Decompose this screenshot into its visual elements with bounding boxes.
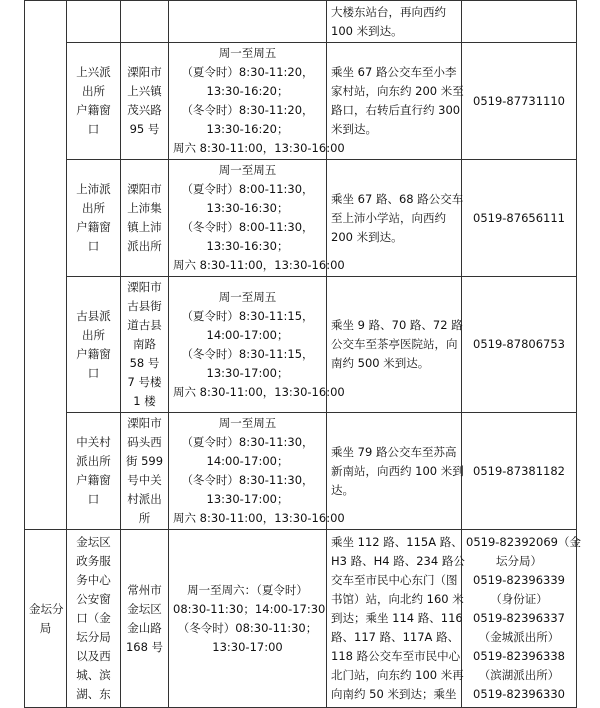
table-row — [25, 277, 577, 413]
table-row — [25, 1, 577, 43]
branch-cell: 金坛分 局 — [25, 530, 67, 708]
phone-cell: 0519-82392069（金 坛分局） 0519-82396339 （身份证） 0519-82396337 （金城派出所） 0519-82396338 （滨湖派出所） 0519-82396330 — [462, 530, 577, 708]
hours-cell: 周一至周五 （夏令时）8:30-11:20， 13:30-16:20； （冬令时）8:30-11:20， 13:30-16:20； 周六 8:30-11:00，13:30-16:00 — [169, 43, 327, 160]
address-cell: 溧阳市 上兴镇 茂兴路 95 号 — [121, 43, 169, 160]
address-cell: 溧阳市 码头西 街 599 号中关 村派出 所 — [121, 413, 169, 530]
service-window-table — [24, 0, 581, 708]
route-cell: 乘坐 67 路公交车至小李 家村站，向东约 200 米至 路口，右转后直行约 300 米到达。 — [327, 43, 462, 160]
route-cell: 乘坐 79 路公交车至苏高 新南站，向西约 100 米到 达。 — [327, 413, 462, 530]
phone-cell: 0519-87656111 — [462, 160, 577, 277]
hours-cell: 周一至周五 （夏令时）8:30-11:15， 14:00-17:00； （冬令时）8:30-11:15， 13:30-17:00； 周六 8:30-11:00，13:30-16:00 — [169, 277, 327, 413]
phone-cell: 0519-87806753 — [462, 277, 577, 413]
phone-cell — [462, 1, 577, 43]
address-cell: 常州市 金坛区 金山路 168 号 — [121, 530, 169, 708]
window-name-cell: 金坛区 政务服 务中心 公安窗 口（金 坛分局 以及西 城、滨 湖、东 — [67, 530, 121, 708]
hours-cell — [169, 1, 327, 43]
table-row — [25, 160, 577, 277]
branch-cell — [25, 1, 67, 530]
address-cell — [121, 1, 169, 43]
address-cell: 溧阳市 上沛集 镇上沛 派出所 — [121, 160, 169, 277]
table-row — [25, 43, 577, 160]
hours-cell: 周一至周五 （夏令时）8:00-11:30， 13:30-16:30； （冬令时）8:00-11:30， 13:30-16:30； 周六 8:30-11:00，13:30-16:00 — [169, 160, 327, 277]
route-cell: 乘坐 67 路、68 路公交车 至上沛小学站，向西约 200 米到达。 — [327, 160, 462, 277]
hours-cell: 周一至周六：（夏令时） 08:30-11:30；14:00-17:30 （冬令时）08:30-11:30； 13:30-17:00 — [169, 530, 327, 708]
route-cell: 乘坐 9 路、70 路、72 路 公交车至茶亭医院站，向 南约 500 米到达。 — [327, 277, 462, 413]
window-name-cell: 上兴派 出所 户籍窗 口 — [67, 43, 121, 160]
phone-cell: 0519-87731110 — [462, 43, 577, 160]
phone-cell: 0519-87381182 — [462, 413, 577, 530]
window-name-cell: 上沛派 出所 户籍窗 口 — [67, 160, 121, 277]
route-cell: 大楼东站台，再向西约 100 米到达。 — [327, 1, 462, 43]
hours-cell: 周一至周五 （夏令时）8:30-11:30， 14:00-17:00； （冬令时）8:30-11:30， 13:30-17:00； 周六 8:30-11:00，13:30-16:00 — [169, 413, 327, 530]
route-cell: 乘坐 112 路、115A 路、 H3 路、H4 路、234 路公 交车至市民中心东门（图 书馆）站，向北约 160 米 到达；乘坐 114 路、116 路、117 路、117A 路、 118 路公交车至市民中心 北门站，向东约 100 米再 向南约 50 米到达；乘坐 — [327, 530, 462, 708]
window-name-cell: 中关村 派出所 户籍窗 口 — [67, 413, 121, 530]
window-name-cell: 古县派 出所 户籍窗 口 — [67, 277, 121, 413]
window-name-cell — [67, 1, 121, 43]
table-row — [25, 413, 577, 530]
address-cell: 溧阳市 古县街 道古县 南路 58 号 7 号楼 1 楼 — [121, 277, 169, 413]
table-row — [25, 530, 577, 708]
